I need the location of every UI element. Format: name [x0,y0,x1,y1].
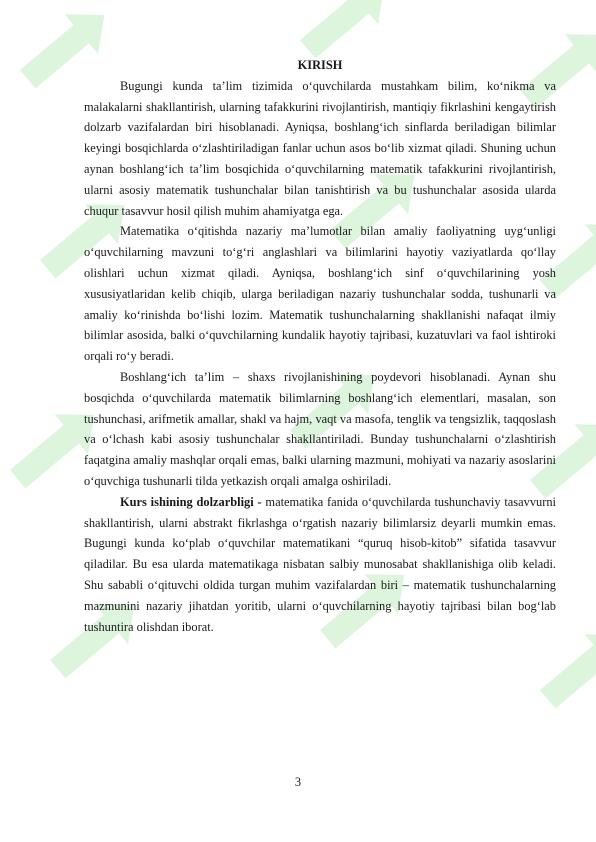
section-heading: Kurs ishining dolzarbligi - [120,494,262,509]
paragraph-1 [84,76,556,222]
paragraph-text: matematika fanida o‘quvchilarda tushunchaviy tasavvurni shakllantirish, ularni abstrakt fikrlashga o‘rgatish nazariy bilimlarsiz deyarli mumkin emas. Bugungi kunda ko‘plab o‘quvchilar matematikani “quruq hisob-kitob” sifatida tasavvur qiladilar. Bu esa ularda matematikaga nisbatan salbiy munosabat shakllanishiga olib keladi. Shu sababli o‘qituvchi oldida turgan muhim vazifalardan biri – matematik tushunchalarning mazmunini nazariy jihatdan yoritib, ularni o‘quvchilarning hayotiy tajribasi bilan bog‘lab tushuntira olishdan iborat. [84,494,556,634]
paragraph-text: Matematika o‘qitishda nazariy ma’lumotlar bilan amaliy faoliyatning uyg‘unligi o‘quvchilarning mavzuni to‘g‘ri anglashlari va bilimlarini hayotiy vaziyatlarda qo‘llay olishlari uchun xizmat qiladi. Ayniqsa, boshlang‘ich sinf o‘quvchilarining yosh xususiyatlaridan kelib chiqib, ularga beriladigan nazariy tushunchalar sodda, tushunarli va amaliy ko‘rinishda bo‘lishi lozim. Matematik tushunchalarning shakllanishi nafaqat ilmiy bilimlar asosida, balki o‘quvchilarning kundalik hayotiy tajribasi, kuzatuvlari va faol ishtiroki orqali ro‘y beradi. [84,224,556,364]
paragraph-text: Boshlang‘ich ta’lim – shaxs rivojlanishining poydevori hisoblanadi. Aynan shu bosqichda o‘quvchilarda matematik bilimlarning boshlang‘ich elementlari, masalan, son tushunchasi, arifmetik amallar, shakl va hajm, vaqt va masofa, tenglik va tengsizlik, taqqoslash va o‘lchash kabi asosiy tushunchalar shakllantiriladi. Bunday tushunchalarni o‘zlashtirish faqatgina amaliy mashqlar orqali emas, balki ularning mazmuni, mohiyati va nazariy asoslarini o‘quvchiga tushunarli tilda yetkazish orqali amalga oshiriladi. [84,369,556,488]
paragraph-2 [84,221,556,367]
paragraph-4 [84,492,556,638]
page-body [84,55,556,637]
page-number: 3 [294,775,302,789]
page-title: KIRISH [297,58,343,72]
paragraph-text: Bugungi kunda ta’lim tizimida o‘quvchilarda mustahkam bilim, ko‘nikma va malakalarni shakllantirish, ularning tafakkurini rivojlantirish, mantiqiy fikrlashini kengaytirish dolzarb vazifalardan biri hisoblanadi. Ayniqsa, boshlang‘ich sinflarda beriladigan bilimlar keyingi bosqichlarda o‘zlashtiriladigan fanlar uchun asos bo‘lib xizmat qiladi. Shuning uchun aynan boshlang‘ich ta’lim bosqichida o‘quvchilarning matematik tafakkurini rivojlantirish, ularni asosiy matematik tushunchalar bilan tanishtirish va bu tushunchalar asosida ularda chuqur tasavvur hosil qilish muhim ahamiyatga ega. [84,78,556,218]
paragraph-3 [84,367,556,492]
